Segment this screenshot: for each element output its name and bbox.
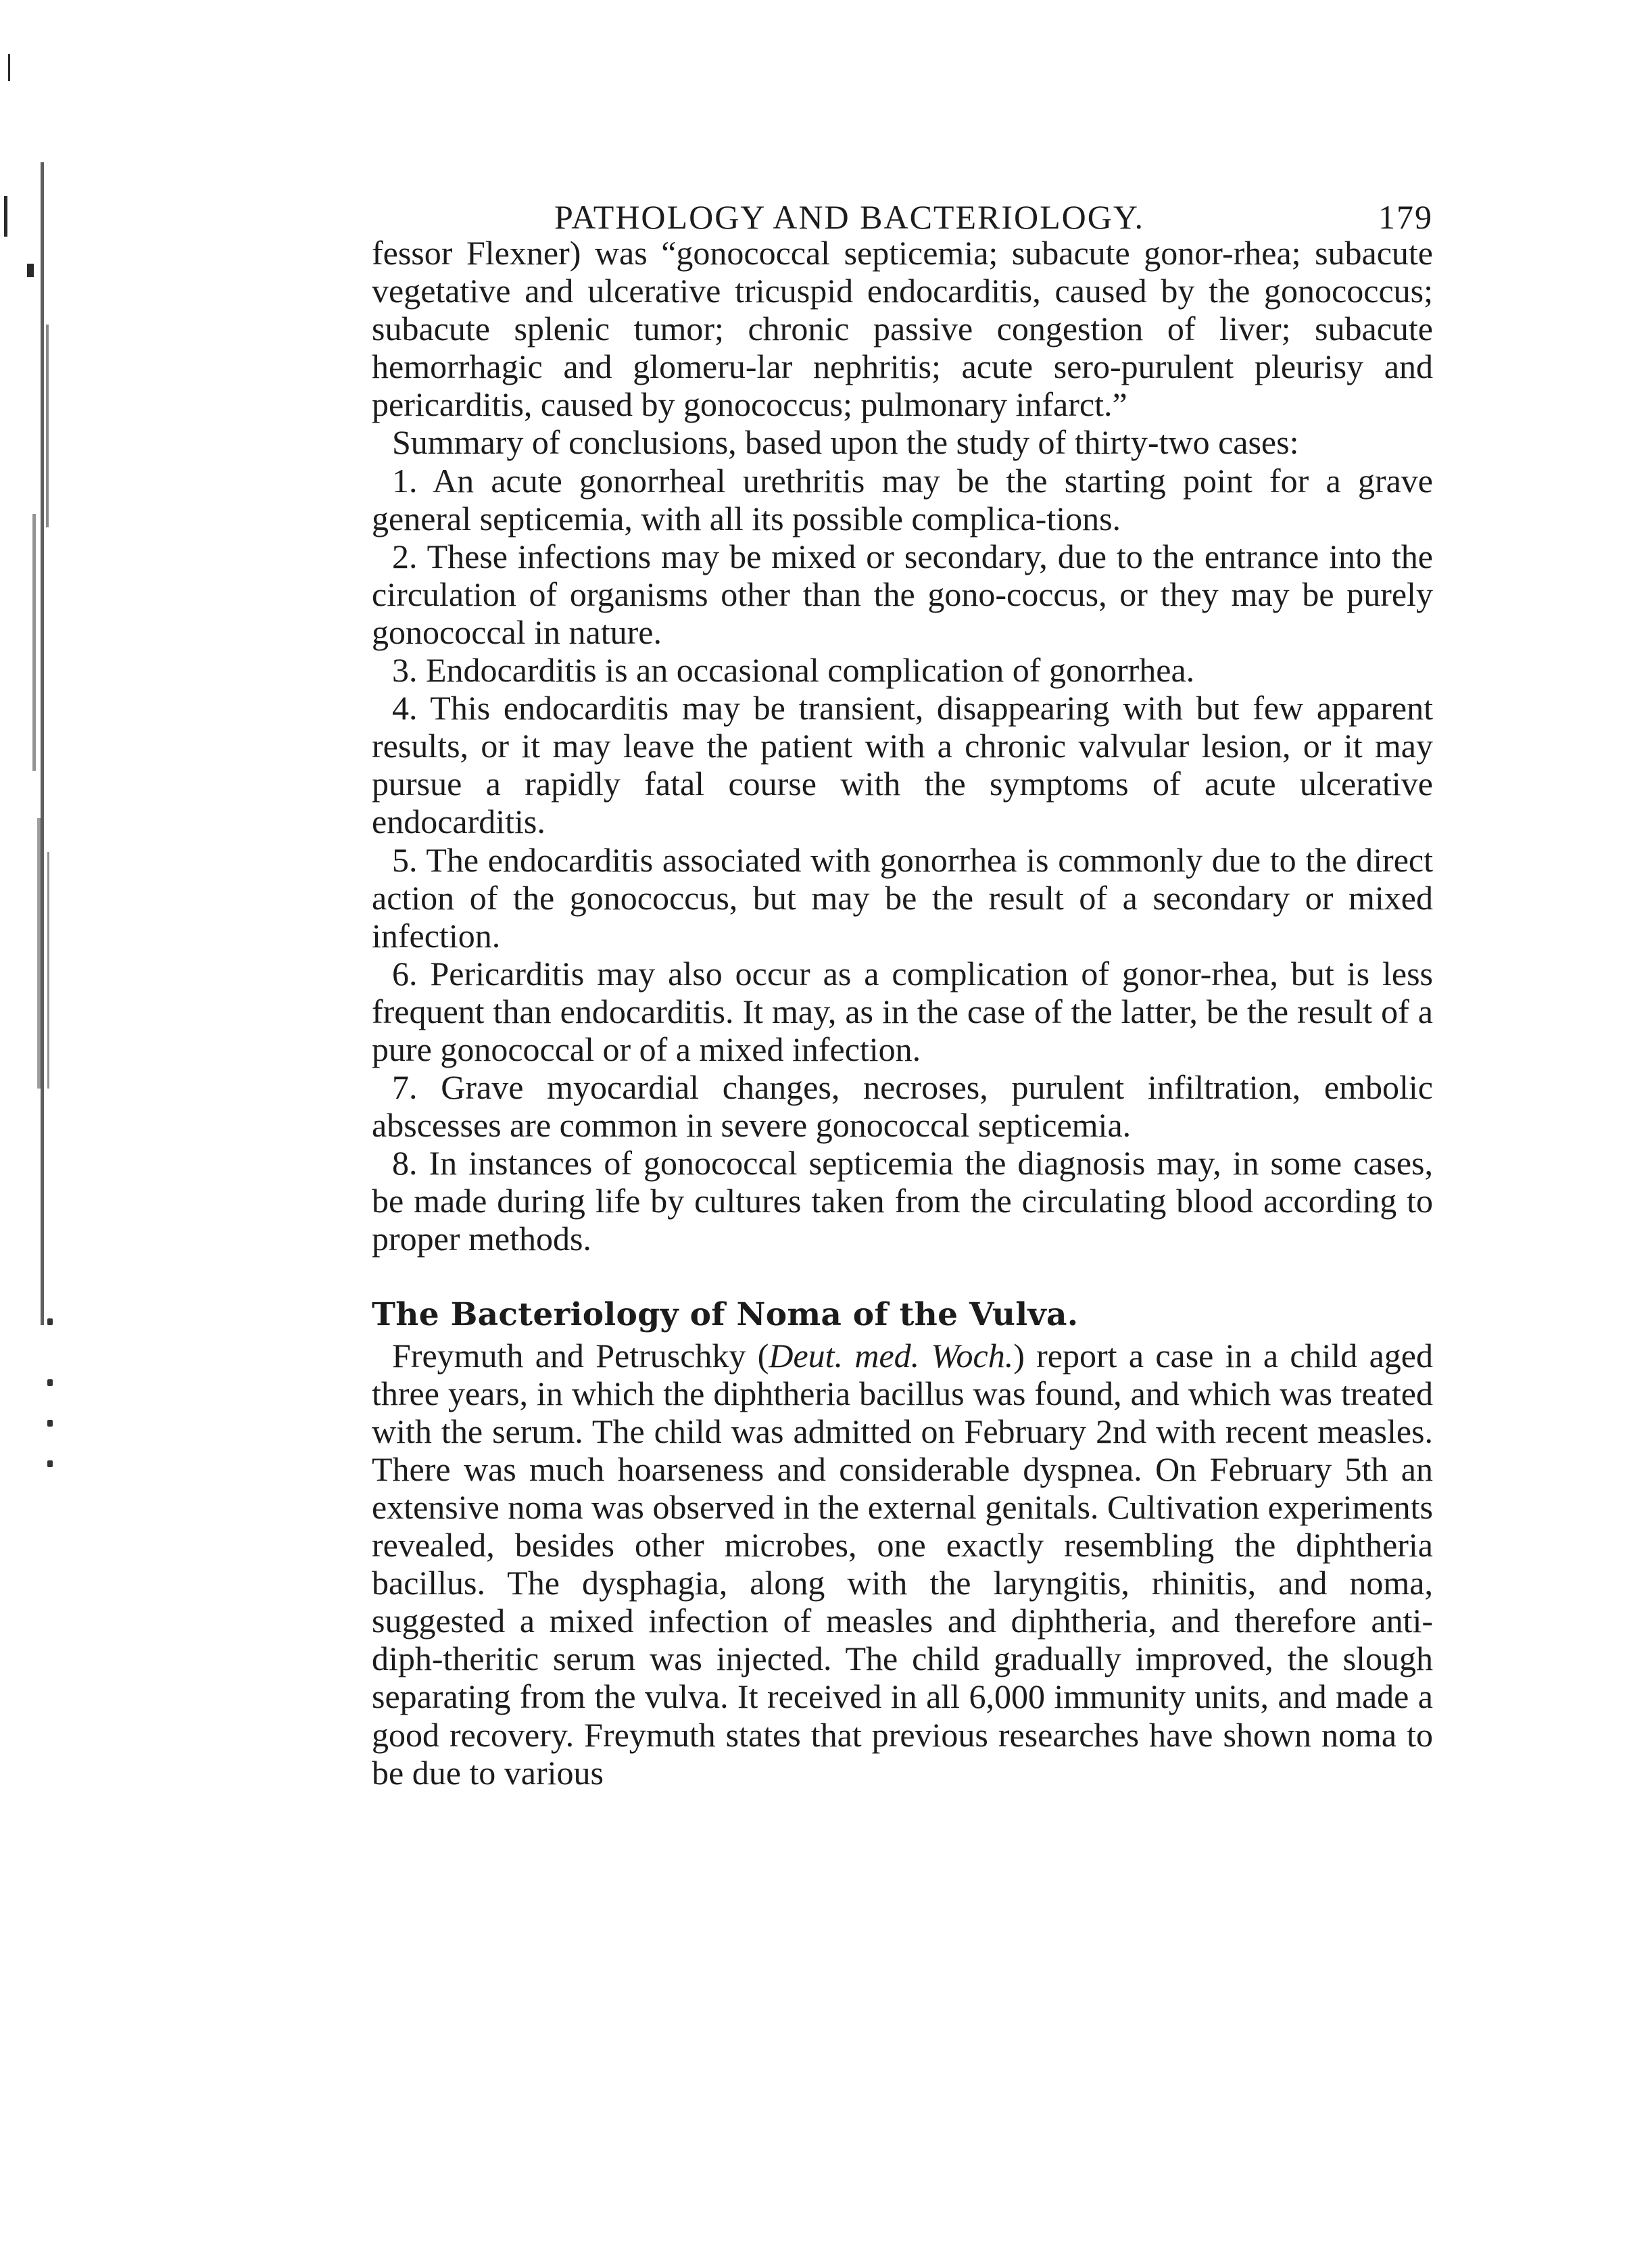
- conclusion-item: 3. Endocarditis is an occasional complication of gonorrhea.: [392, 651, 1195, 690]
- conclusion-item: 6. Pericarditis may also occur as a complication of gonor-rhea, but is less frequent than endocarditis. It may, as in the case of the latter, be the result of a pure gonococcal or of a mixed infection.: [372, 954, 1433, 1068]
- page-number: 179: [1378, 198, 1433, 236]
- section-body-rest: ) report a case in a child aged three years, in which the diphtheria bacillus was found, and which was treated with the serum. The child was admitted on February 2nd with recent measles. There was much hoarseness and considerable dyspnea. On February 5th an extensive noma was observed in the external genitals. Cultivation experiments revealed, besides other microbes, one exactly resembling the diphtheria bacillus. The dysphagia, along with the laryngitis, rhinitis, and noma, suggested a mixed infection of measles and diphtheria, and therefore anti-diph-theritic serum was injected. The child gradually improved, the slough separating from the vulva. It received in all 6,000 immunity units, and made a good recovery. Freymuth states that previous researches have shown noma to be due to various: [372, 1336, 1433, 1792]
- summary-intro: Summary of conclusions, based upon the study of thirty-two cases:: [392, 423, 1299, 462]
- conclusion-item: 5. The endocarditis associated with gonorrhea is commonly due to the direct action of the gonococcus, but may be the result of a secondary or mixed infection.: [372, 840, 1433, 955]
- conclusion-item: 8. In instances of gonococcal septicemia the diagnosis may, in some cases, be made during life by cultures taken from the circulating blood according to proper methods.: [372, 1144, 1433, 1258]
- section-paragraph: [372, 1337, 1433, 1792]
- running-head: [554, 197, 1433, 237]
- journal-citation: Deut. med. Woch.: [769, 1336, 1014, 1375]
- continued-paragraph: fessor Flexner) was “gonococcal septicemia; subacute gonor-rhea; subacute vegetative and ulcerative tricuspid endocarditis, caused by the gonococcus; subacute splenic tumor; chronic passive congestion of liver; subacute hemorrhagic and glomeru-lar nephritis; acute sero-purulent pleurisy and pericarditis, caused by gonococcus; pulmonary infarct.”: [372, 234, 1433, 424]
- section-heading: The Bacteriology of Noma of the Vulva.: [372, 1295, 1079, 1333]
- binding-edge-marks: [0, 41, 68, 1325]
- conclusion-item: 4. This endocarditis may be transient, disappearing with but few apparent results, or it may leave the patient with a chronic valvular lesion, or it may pursue a rapidly fatal course with the symptoms of acute ulcerative endocarditis.: [372, 689, 1433, 841]
- conclusion-item: 1. An acute gonorrheal urethritis may be the starting point for a grave general septicemia, with all its possible complica-tions.: [372, 461, 1433, 538]
- conclusion-item: 2. These infections may be mixed or secondary, due to the entrance into the circulation of organisms other than the gono-coccus, or they may be purely gonococcal in nature.: [372, 537, 1433, 651]
- section-body-start: Freymuth and Petruschky (: [392, 1336, 769, 1375]
- conclusion-item: 7. Grave myocardial changes, necroses, purulent infiltration, embolic abscesses are common in severe gonococcal septicemia.: [372, 1068, 1433, 1145]
- margin-dots: [41, 1318, 68, 1602]
- body-text: [372, 234, 1433, 1792]
- running-head-title: PATHOLOGY AND BACTERIOLOGY.: [554, 198, 1145, 236]
